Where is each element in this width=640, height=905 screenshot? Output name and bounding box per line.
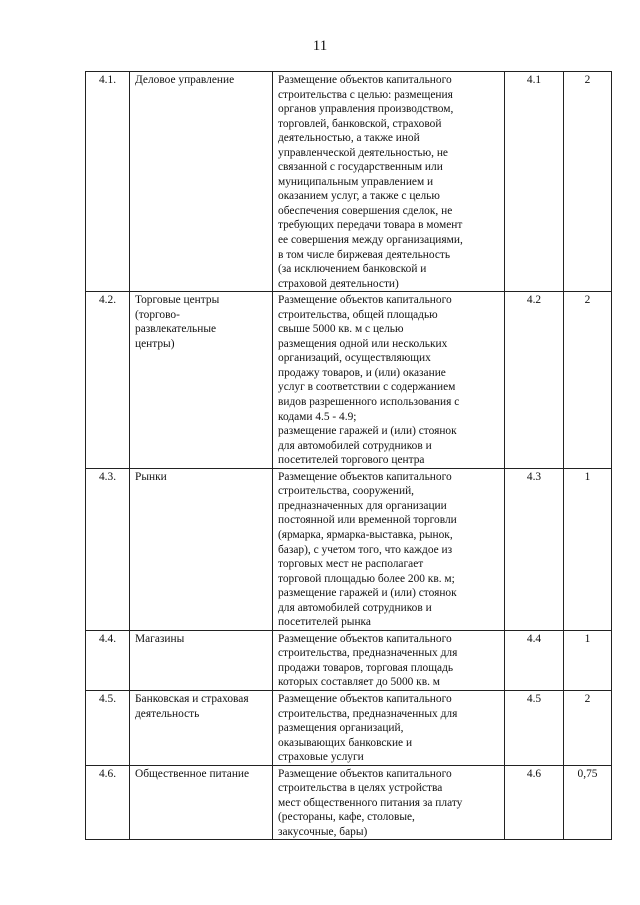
coefficient-value: 0,75 [564, 765, 612, 840]
land-use-name: Банковская и страховая деятельность [130, 690, 273, 765]
row-number: 4.1. [86, 72, 130, 292]
row-number: 4.4. [86, 630, 130, 690]
land-use-code: 4.6 [505, 765, 564, 840]
row-number: 4.6. [86, 765, 130, 840]
land-use-name: Рынки [130, 468, 273, 630]
land-use-code: 4.5 [505, 690, 564, 765]
land-use-name: Деловое управление [130, 72, 273, 292]
land-use-name: Магазины [130, 630, 273, 690]
table-row [86, 630, 612, 690]
table-row [86, 690, 612, 765]
row-number: 4.2. [86, 292, 130, 469]
land-use-code: 4.2 [505, 292, 564, 469]
land-use-table [85, 71, 612, 840]
row-number: 4.3. [86, 468, 130, 630]
page-number: 11 [312, 38, 328, 54]
land-use-description: Размещение объектов капитального строительства, общей площадью свыше 5000 кв. м с целью размещения одной или нескольких организаций, осуществляющих продажу товаров, и (или) оказание услуг в соответствии с содержанием видов разрешенного использования с кодами 4.5 - 4.9; размещение гаражей и (или) стоянок для автомобилей сотрудников и посетителей торгового центра [273, 292, 505, 469]
land-use-code: 4.3 [505, 468, 564, 630]
coefficient-value: 2 [564, 292, 612, 469]
table-row [86, 292, 612, 469]
land-use-description: Размещение объектов капитального строительства в целях устройства мест общественного питания за плату (рестораны, кафе, столовые, закусочные, бары) [273, 765, 505, 840]
table-row [86, 72, 612, 292]
land-use-name: Торговые центры (торгово- развлекательные центры) [130, 292, 273, 469]
land-use-description: Размещение объектов капитального строительства, предназначенных для продажи товаров, торговая площадь которых составляет до 5000 кв. м [273, 630, 505, 690]
table-row [86, 468, 612, 630]
row-number: 4.5. [86, 690, 130, 765]
land-use-code: 4.4 [505, 630, 564, 690]
coefficient-value: 1 [564, 468, 612, 630]
coefficient-value: 2 [564, 72, 612, 292]
table-row [86, 765, 612, 840]
land-use-description: Размещение объектов капитального строительства, сооружений, предназначенных для организации постоянной или временной торговли (ярмарка, ярмарка-выставка, рынок, базар), с учетом того, что каждое из торговых мест не располагает торговой площадью более 200 кв. м; размещение гаражей и (или) стоянок для автомобилей сотрудников и посетителей рынка [273, 468, 505, 630]
land-use-code: 4.1 [505, 72, 564, 292]
land-use-description: Размещение объектов капитального строительства с целью: размещения органов управления производством, торговлей, банковской, страховой деятельностью, а также иной управленческой деятельностью, не связанной с государственным или муниципальным управлением и оказанием услуг, а также с целью обеспечения совершения сделок, не требующих передачи товара в момент ее совершения между организациями, в том числе биржевая деятельность (за исключением банковской и страховой деятельности) [273, 72, 505, 292]
land-use-description: Размещение объектов капитального строительства, предназначенных для размещения организаций, оказывающих банковские и страховые услуги [273, 690, 505, 765]
coefficient-value: 1 [564, 630, 612, 690]
coefficient-value: 2 [564, 690, 612, 765]
land-use-name: Общественное питание [130, 765, 273, 840]
